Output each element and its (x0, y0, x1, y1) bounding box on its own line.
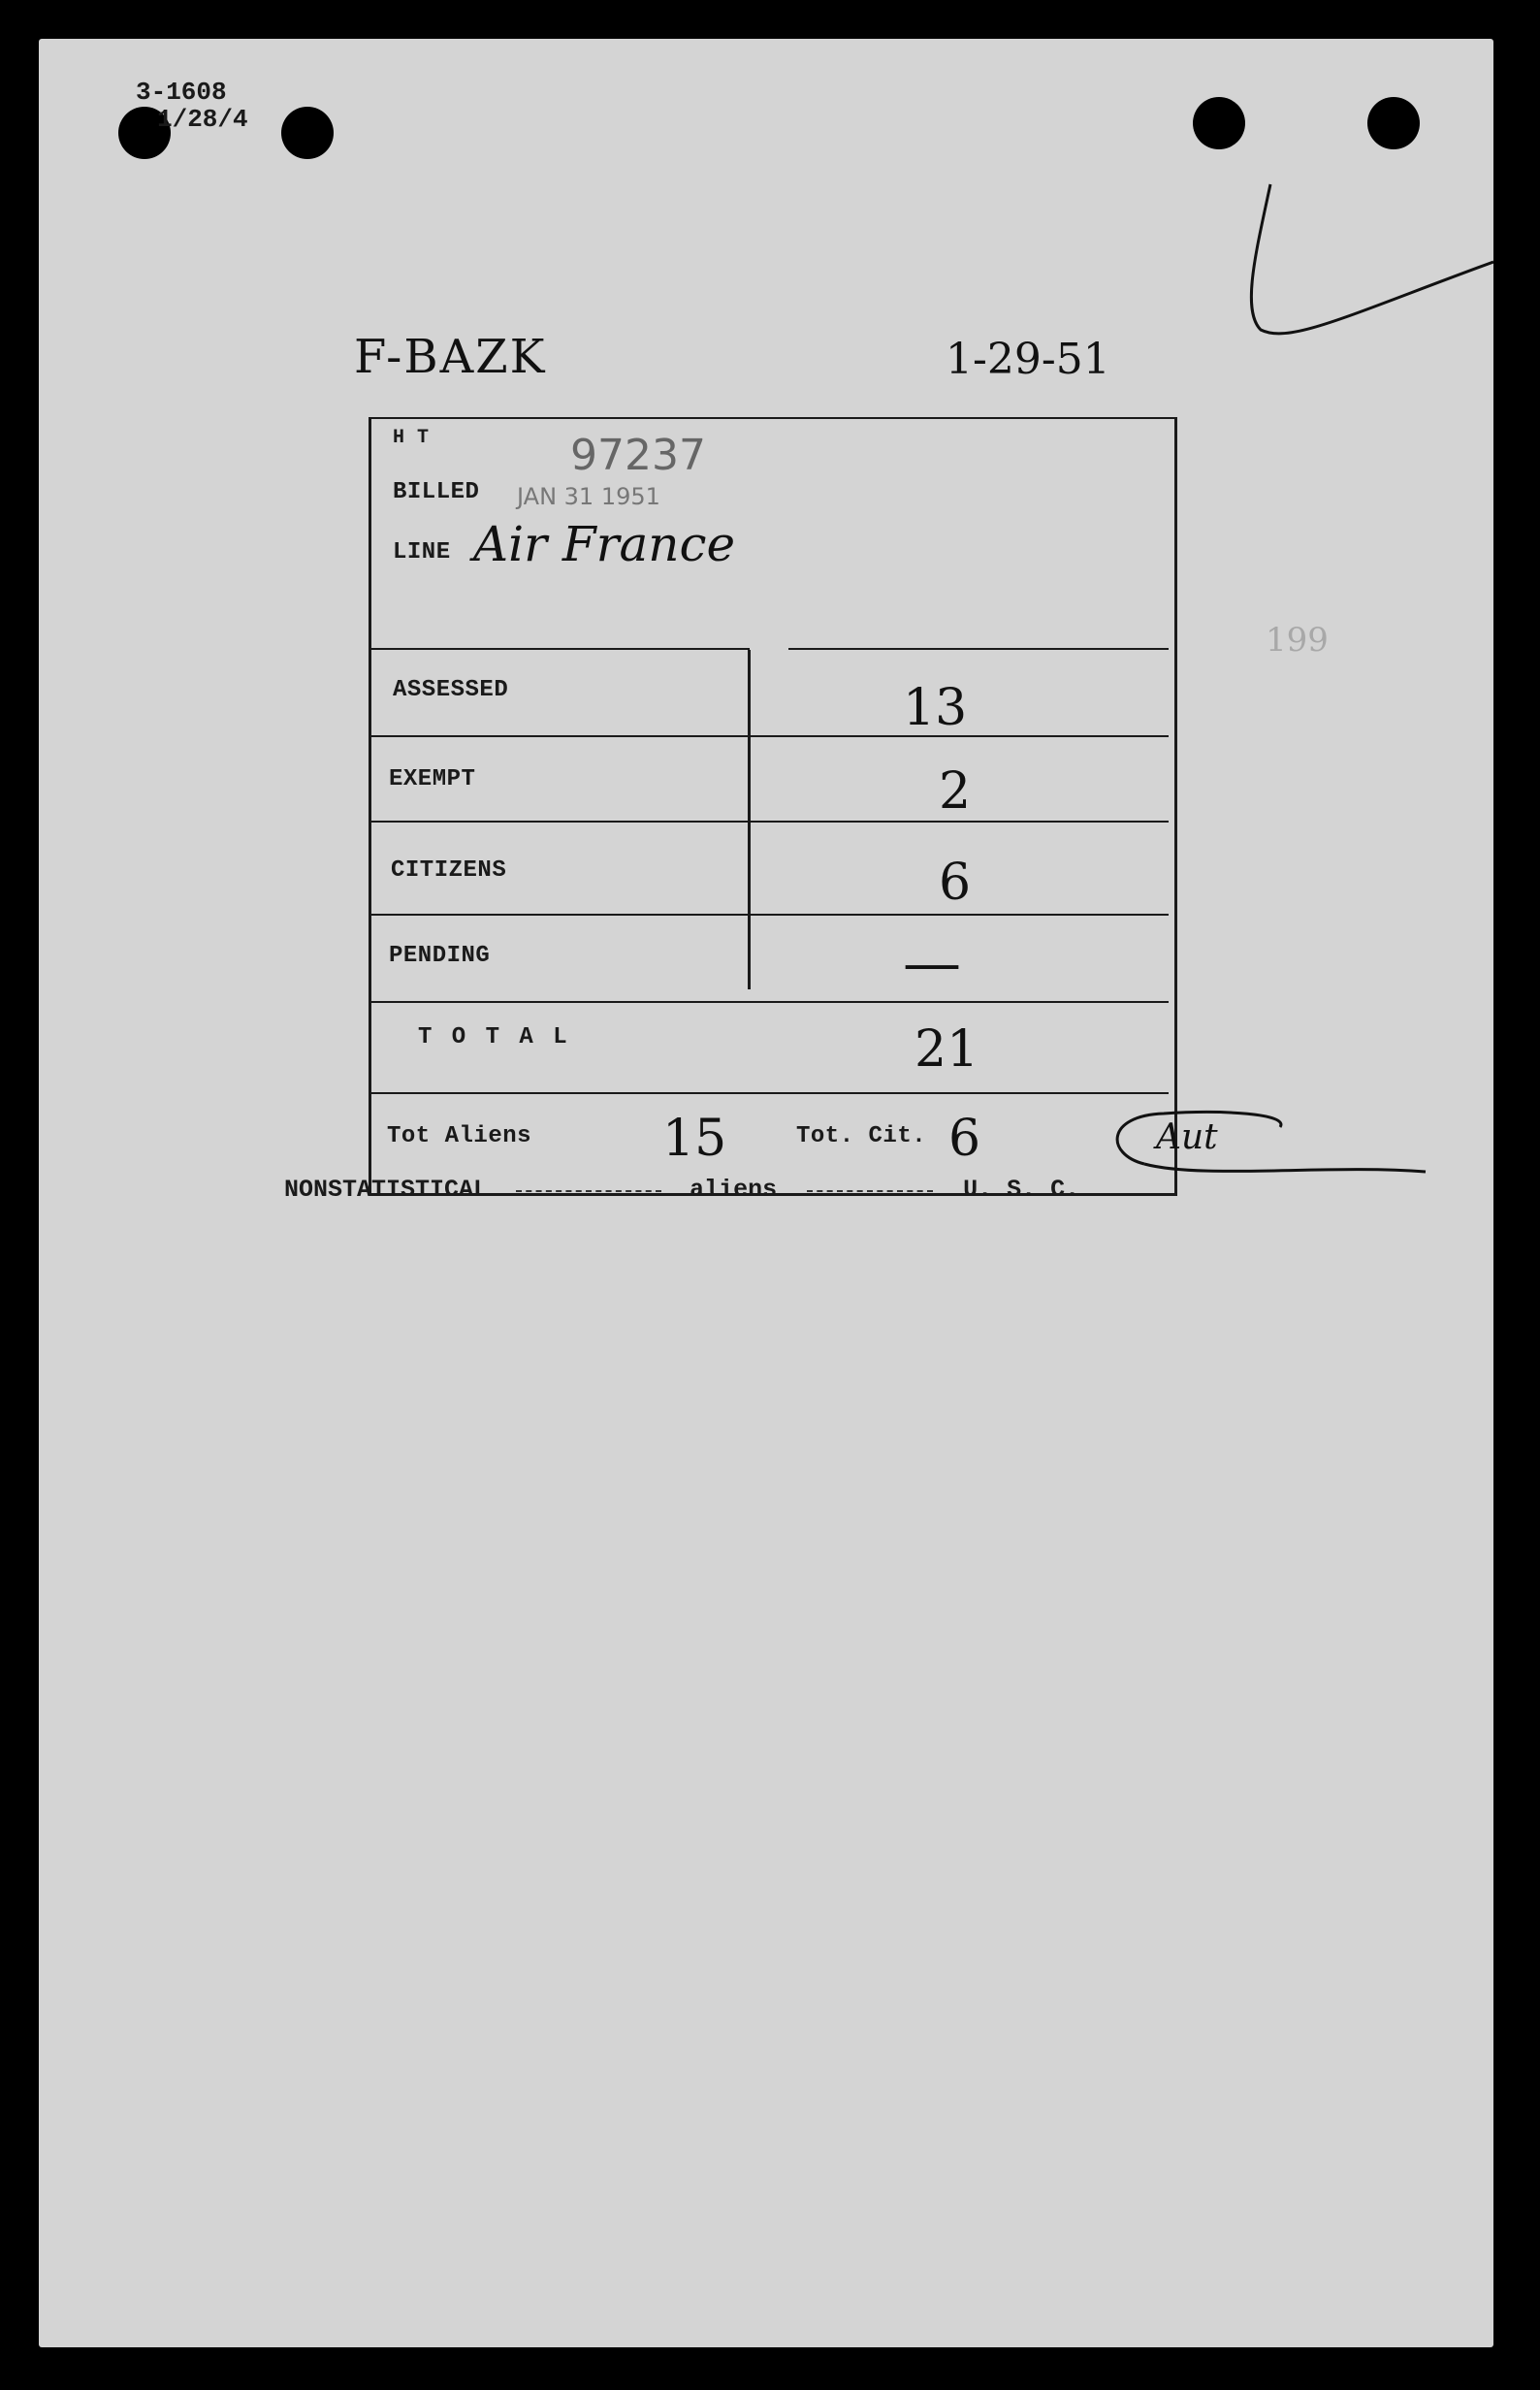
citizens-label: CITIZENS (391, 857, 507, 884)
aliens-blank (807, 1186, 933, 1192)
total-label: T O T A L (418, 1024, 570, 1050)
tot-aliens-value: 15 (662, 1110, 727, 1168)
tot-aliens-label: Tot Aliens (387, 1123, 532, 1149)
assessed-value: 13 (903, 679, 968, 737)
row-divider (371, 648, 750, 650)
form-revision: 1/28/4 (157, 105, 248, 134)
record-card (369, 417, 1177, 1196)
aircraft-registration: F-BAZK (354, 330, 547, 384)
row-divider (371, 1092, 1169, 1094)
column-divider (748, 650, 751, 989)
document-page (39, 39, 1493, 2347)
exempt-label: EXEMPT (389, 766, 476, 792)
exempt-value: 2 (939, 762, 972, 821)
ht-label: H T (393, 427, 430, 449)
billed-date-stamp: JAN 31 1951 (517, 483, 660, 510)
row-divider (788, 648, 1169, 650)
total-value: 21 (914, 1020, 979, 1079)
handwritten-date: 1-29-51 (946, 335, 1110, 384)
page-number: 199 (1266, 621, 1329, 660)
ht-number-stamp: 97237 (570, 431, 706, 480)
tot-cit-value: 6 (948, 1110, 981, 1168)
nonstatistical-label: NONSTATISTICAL (284, 1176, 489, 1204)
pending-label: PENDING (389, 943, 491, 969)
line-label: LINE (393, 539, 451, 565)
row-divider (371, 1001, 1169, 1003)
citizens-value: 6 (939, 854, 972, 912)
row-divider (371, 914, 1169, 916)
row-divider (371, 735, 1169, 737)
form-number: 3-1608 (136, 78, 227, 107)
aliens-label: aliens (690, 1176, 778, 1204)
signature (1086, 1096, 1435, 1203)
usc-label: U. S. C. (963, 1176, 1080, 1204)
pending-value: — (903, 929, 961, 997)
assessed-label: ASSESSED (393, 677, 509, 703)
nonstatistical-line (284, 1176, 1079, 1204)
pen-stroke (1232, 136, 1493, 369)
tot-cit-label: Tot. Cit. (796, 1123, 927, 1149)
nonstatistical-blank (516, 1186, 661, 1192)
signature-initials: Aut (1156, 1117, 1218, 1157)
airline-name: Air France (473, 516, 736, 572)
row-divider (371, 821, 1169, 823)
billed-label: BILLED (393, 479, 480, 505)
punch-hole-left-2 (281, 107, 334, 159)
